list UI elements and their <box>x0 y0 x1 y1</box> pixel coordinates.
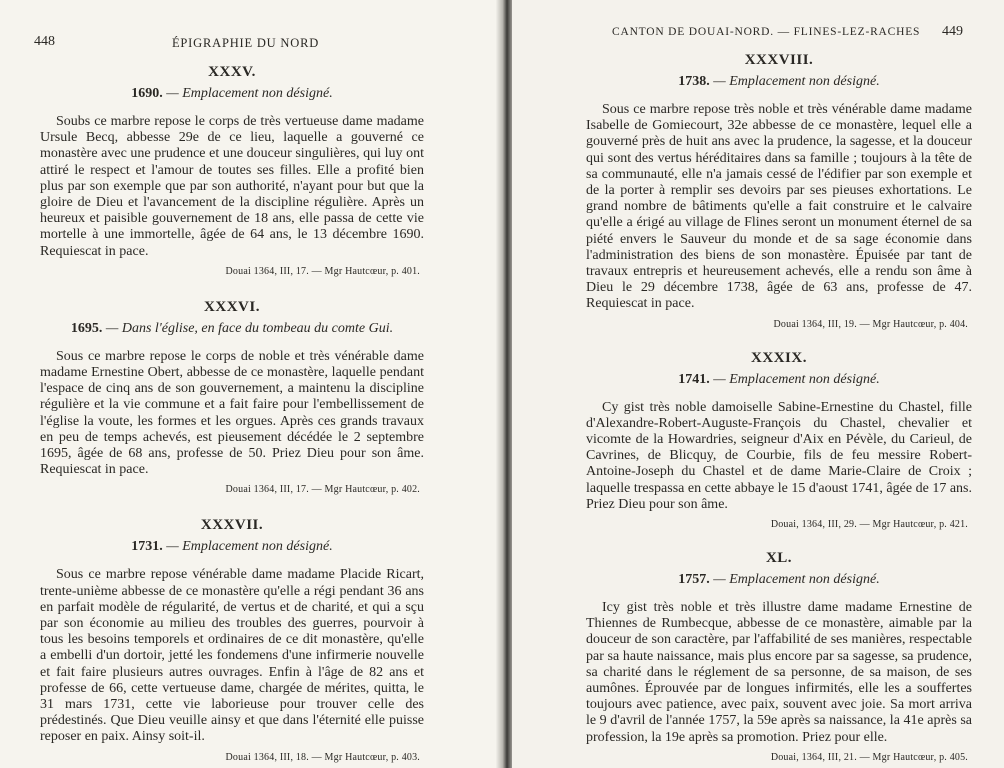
entry-reference: Douai 1364, III, 17. — Mgr Hautcœur, p. 401. <box>225 265 420 277</box>
left-page-number: 448 <box>34 34 55 49</box>
entry-xxxvi <box>40 299 424 496</box>
entry-xxxviii <box>586 52 972 330</box>
right-column <box>586 52 972 763</box>
entry-xxxvii <box>40 517 424 762</box>
entry-reference: Douai 1364, III, 18. — Mgr Hautcœur, p. 403. <box>225 751 420 763</box>
right-running-head: CANTON DE DOUAI-NORD. — FLINES-LEZ-RACHES <box>612 26 921 38</box>
left-running-head: ÉPIGRAPHIE DU NORD <box>172 36 320 50</box>
entry-reference: Douai, 1364, III, 29. — Mgr Hautcœur, p. 421. <box>770 519 968 531</box>
entry-xxxix <box>586 350 972 530</box>
entry-text: Soubs ce marbre repose le corps de très vertueuse dame madame Ursule Becq, abbesse 29e de ce lieu, laquelle a gouverné ce monastère avec une prudence et une douceur singulières, qui luy ont attiré le respect et l'amour de toutes ses filles. Elle a profité bien plus par son exemple que par son authorité, n'ayant pour but que la gloire de Dieu et l'avancement de la discipline régulière. Après un heureux et paisible gouvernement de 18 ans, elle passa de cette vie mortelle à une immortelle, âgée de 64 ans, le 13 décembre 1690. Requiescat in pace. <box>40 114 424 259</box>
entry-text: Icy gist très noble et très illustre dame madame Ernestine de Thiennes de Rumbecque, abbesse de ce monastère, aimable par la douceur de son caractère, par l'affabilité de ses manières, respectable par sa haute naissance, mais plus encore par sa sagesse, sa prudence, sa charité dans le réglement de sa personne, de sa maison, de ses aumônes. Éprouvée par de longues infirmités, elle les a souffertes toujours avec patience, avec paix, souvent avec joie. Sa mort arriva le 9 d'avril de l'année 1757, la 59e après sa naissance, la 41e après sa profession, la 19e après sa promotion. Priez pour elle. <box>586 600 972 745</box>
entry-year: 1695. <box>70 320 103 336</box>
entry-number: XXXV. <box>208 64 256 80</box>
entry-location: — Dans l'église, en face du tombeau du comte Gui. <box>105 320 394 336</box>
entry-text: Sous ce marbre repose très noble et très vénérable dame madame Isabelle de Gomiecourt, 32e abbesse de ce monastère, lequel elle a gouverné près de huit ans avec la prudence, la sagesse, et la douceur qui sont des vertus héréditaires dans sa famille ; toujours à la tête de sa communauté, elle n'a jamais cessé de l'édifier par son exemple et de la porter à remplir ses devoirs par ses pieuses exhortations. Le grand nombre de bâtiments qu'elle a fait construire et le calvaire qu'elle a érigé au village de Flines seront un monument éternel de sa piété envers le Sauveur du monde et de sa sage économie dans l'administration des biens de son monastère. Épuisée par tant de travaux entrepris et heureusement achevés, elle a rendu son âme à Dieu le 29 décembre 1738, âgée de 63 ans, professe de 47. Requiescat in pace. <box>586 102 972 312</box>
entry-text: Cy gist très noble damoiselle Sabine-Ernestine du Chastel, fille d'Alexandre-Robert-Auguste-François du Chastel, chevalier et vicomte de la Howardries, seigneur d'Aix en Pévèle, du Carieul, de Cavrines, de Blicquy, de Courbie, fils de feu messire Robert-Antoine-Joseph du Chastel et de dame Marie-Claire de Croix ; laquelle trespassa en cette abbaye le 15 d'aoust 1741, âgée de 17 ans. Priez Dieu pour son âme. <box>586 399 972 512</box>
entry-number: XXXVII. <box>200 517 264 534</box>
entry-heading <box>586 372 972 388</box>
entry-heading <box>586 74 972 90</box>
entry-location: — Emplacement non désigné. <box>166 86 333 101</box>
entry-reference: Douai 1364, III, 19. — Mgr Hautcœur, p. 404. <box>773 318 968 330</box>
entry-reference: Douai 1364, III, 17. — Mgr Hautcœur, p. 402. <box>225 484 420 496</box>
entry-location: — Emplacement non désigné. <box>713 371 880 387</box>
entry-number: XL. <box>765 550 793 567</box>
entry-xl <box>586 550 972 763</box>
entry-year: 1757. <box>678 572 710 588</box>
entry-location: — Emplacement non désigné. <box>713 572 880 588</box>
entry-location: — Emplacement non désigné. <box>713 74 880 89</box>
entry-heading <box>40 86 424 102</box>
left-column <box>40 64 424 763</box>
entry-heading <box>40 539 424 555</box>
entry-number: XXXIX. <box>751 349 807 366</box>
left-page <box>0 0 500 768</box>
entry-reference: Douai, 1364, III, 21. — Mgr Hautcœur, p. 405. <box>770 751 968 763</box>
right-page-number: 449 <box>942 24 963 39</box>
entry-year: 1741. <box>678 371 710 387</box>
entry-heading <box>40 321 424 337</box>
entry-year: 1731. <box>131 539 163 555</box>
entry-xxxv <box>40 64 424 277</box>
entry-text: Sous ce marbre repose vénérable dame madame Placide Ricart, trente-unième abbesse de ce monastère qu'elle a régi pendant 36 ans en parfait modèle de régularité, de vertus et de charité, et qui a sçu par son économie au milieu des troubles des guerres, pourvoir à tous les besoins temporels et ordinaires de ce dit monastère, qu'elle a embelli d'un dortoir, jetté les fondemens d'une infirmerie nouvelle et fait faire plusieurs autres ouvrages. Enfin à l'âge de 82 ans et professe de 66, cette vertueuse dame, chargée de mérites, quitta, le 31 mars 1731, cette vie laborieuse pour trouver celle des prédestinés. Que Dieu veuille ainsy et que dans l'éternité elle puisse reposer en paix. Ainsy soit-il. <box>40 567 424 745</box>
entry-heading <box>586 572 972 588</box>
right-page <box>512 0 1004 768</box>
entry-number: XXXVI. <box>204 298 260 315</box>
entry-year: 1690. <box>131 86 163 101</box>
entry-location: — Emplacement non désigné. <box>166 539 333 555</box>
entry-number: XXXVIII. <box>744 52 814 68</box>
entry-year: 1738. <box>678 74 710 89</box>
entry-text: Sous ce marbre repose le corps de noble et très vénérable dame madame Ernestine Obert, abbesse de ce monastère, laquelle pendant l'espace de cinq ans de son gouvernement, a maintenu la discipline régulière et la vie commune et a fait faire pour l'embellissement de l'église la voute, les formes et les orgues. Après ces grands travaux en peu de temps achevés, est pieusement décédée le 2 septembre 1695, âgée de 68 ans, professe de 50. Priez Dieu pour son âme. Requiescat in pace. <box>40 348 424 478</box>
